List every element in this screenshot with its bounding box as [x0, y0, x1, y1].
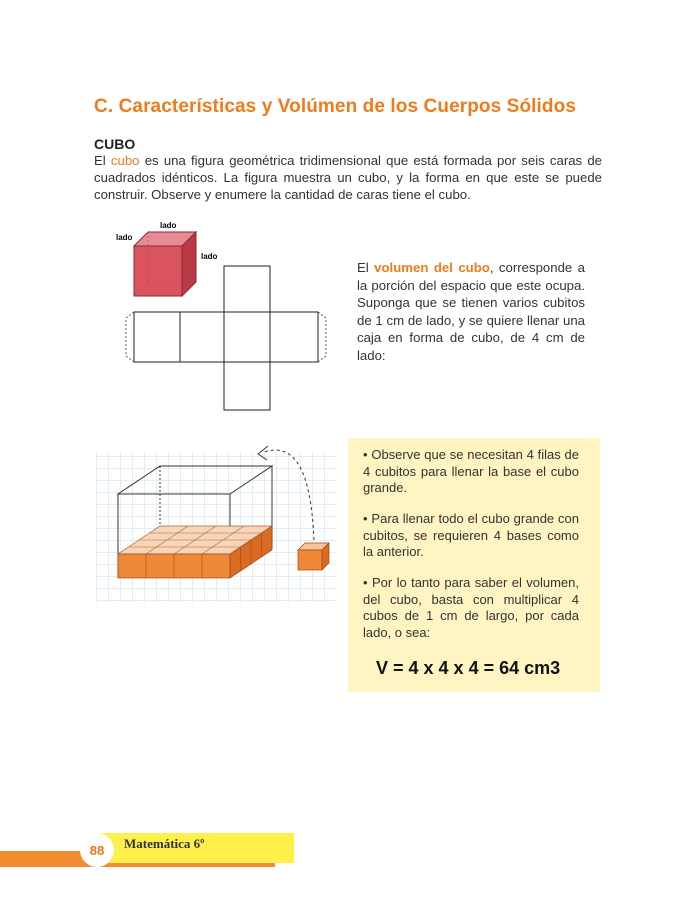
bullet-item: • Observe que se necesitan 4 filas de 4 cubitos para llenar la base el cubo grande. [363, 447, 579, 495]
volume-formula: V = 4 x 4 x 4 = 64 cm3 [376, 658, 561, 678]
red-cube-illustration [134, 232, 196, 296]
page-number: 88 [89, 842, 105, 858]
volume-paragraph: El volumen del cubo, corresponde a la porción del espacio que este ocupa. Suponga que se tienen varios cubitos de 1 cm de lado, y se quiere llenar una caja en forma de cubo, de 4 cm de lado: [357, 260, 586, 363]
term-volumen-del-cubo: volumen del cubo [374, 260, 490, 275]
section-title: C. Características y Volúmen de los Cuerpos Sólidos [94, 96, 577, 117]
subheading: CUBO [94, 136, 136, 152]
label-lado-top: lado [160, 221, 177, 230]
page-number-badge [80, 833, 114, 867]
label-lado-right: lado [201, 252, 218, 261]
cube-volume-illustration [96, 432, 342, 602]
bullet-item: • Por lo tanto para saber el volumen, del cubo, basta con multiplicar 4 cubos de 1 cm de largo, por cada lado, o sea: [363, 575, 579, 640]
explanation-box [348, 438, 600, 692]
intro-paragraph: El cubo es una figura geométrica tridimensional que está formada por seis caras de cuadrados idénticos. La figura muestra un cubo, y la forma en que este se puede construir. Observe y enumere la cantidad de caras tiene el cubo. [94, 153, 603, 202]
term-cubo: cubo [110, 153, 140, 168]
book-title: Matemática 6º [124, 836, 205, 851]
cube-net-figure [100, 214, 340, 414]
single-cubito [298, 543, 329, 570]
bullet-item: • Para llenar todo el cubo grande con cubitos, se requieren 4 bases como la anterior. [363, 511, 579, 559]
label-lado-left: lado [116, 233, 133, 242]
